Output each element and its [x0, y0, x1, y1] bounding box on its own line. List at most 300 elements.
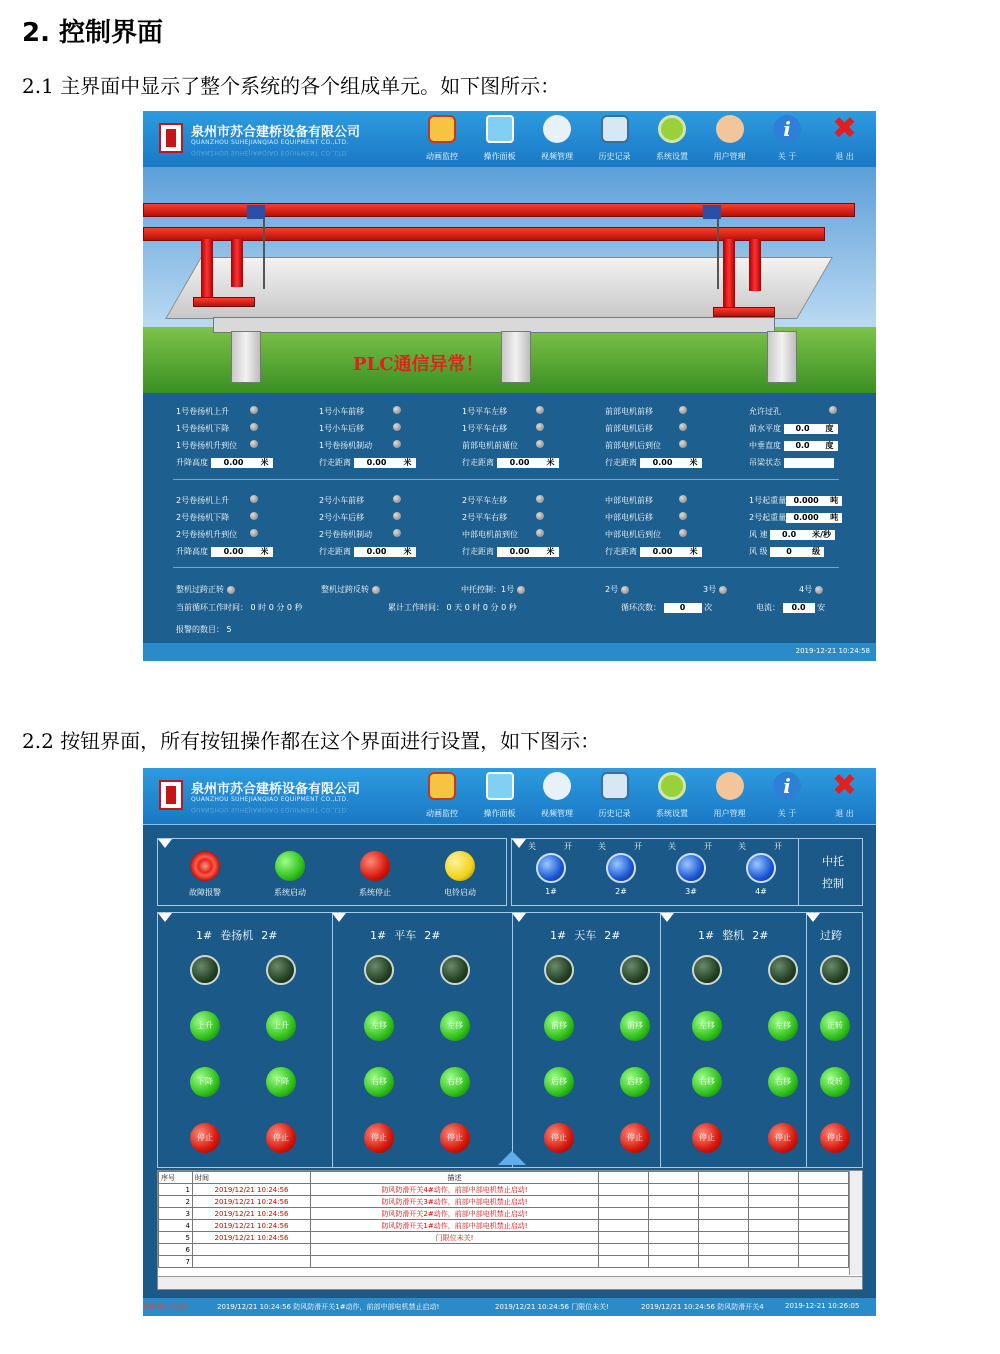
ticker-item: 2019/12/21 10:24:56 防风防滑开关1#动作，前部中部电机禁止启动! [217, 1303, 440, 1311]
log-empty-cell [749, 1232, 799, 1244]
gear-icon [658, 772, 686, 800]
control-button[interactable] [620, 1067, 650, 1097]
menu-item-gear[interactable] [647, 115, 697, 165]
control-button[interactable] [544, 1123, 574, 1153]
status-led [393, 512, 401, 520]
travel-unit: 米 [543, 547, 559, 557]
status-panel [143, 393, 876, 643]
log-empty-cell [799, 1208, 849, 1220]
weight1-label: 1号起重量 [749, 496, 787, 505]
status-led [536, 529, 544, 537]
travel-value: 0.00 [354, 547, 400, 557]
status-led [393, 529, 401, 537]
menu-item-home[interactable] [417, 115, 467, 165]
log-empty-cell [599, 1256, 649, 1268]
company-logo [159, 123, 183, 153]
log-empty-cell [649, 1220, 699, 1232]
unit-1-label: 1# [196, 929, 213, 942]
control-button-label: 左移 [699, 1021, 715, 1030]
travel-unit: 米 [543, 458, 559, 468]
group-title: 整机 [722, 929, 745, 942]
level-unit: 度 [822, 424, 838, 434]
log-header-empty [749, 1172, 799, 1184]
control-button-label: 右移 [775, 1077, 791, 1086]
log-desc [311, 1256, 599, 1268]
status-label: 前部电机后移 [605, 424, 653, 433]
menu-item-label: 历史记录 [598, 809, 631, 818]
g1-col3 [462, 406, 559, 474]
mid-tow-1-switch[interactable] [536, 853, 566, 883]
control-button[interactable] [440, 1123, 470, 1153]
log-empty-cell [749, 1256, 799, 1268]
table-row[interactable] [159, 1208, 849, 1220]
log-empty-cell [599, 1208, 649, 1220]
log-no: 1 [159, 1184, 193, 1196]
mid-tow-panel [511, 838, 863, 906]
log-desc [311, 1244, 599, 1256]
menu-item-exit[interactable] [820, 111, 870, 165]
history-icon [601, 115, 629, 143]
status-led [829, 406, 837, 414]
status-label: 1号卷扬机升到位 [176, 441, 238, 450]
control-button[interactable] [692, 1123, 722, 1153]
control-button[interactable] [768, 1067, 798, 1097]
mid-tow-1-label: 1# [545, 887, 557, 896]
alarm-log-table [157, 1170, 863, 1290]
log-empty-cell [799, 1220, 849, 1232]
log-table [158, 1171, 849, 1268]
travel-label: 行走距离 [319, 458, 351, 467]
mid-tow-2-switch[interactable] [606, 853, 636, 883]
status-indicator [820, 955, 850, 985]
control-button[interactable] [364, 1067, 394, 1097]
control-button-label: 后移 [627, 1077, 643, 1086]
control-button[interactable] [692, 1067, 722, 1097]
collapse-arrow-icon[interactable] [498, 1151, 526, 1165]
wind-grade-label: 风 级 [749, 547, 768, 556]
company-name-en: QUANZHOU SUHEJIANQIAO EQUIPMENT CO.,LTD. [191, 139, 349, 146]
menu-item-info[interactable] [762, 115, 812, 165]
control-button-label: 停止 [627, 1133, 643, 1142]
control-button-label: 左移 [775, 1021, 791, 1030]
wind-speed-label: 风 速 [749, 530, 768, 539]
alarm-ticker [143, 1298, 876, 1316]
pass-reverse [321, 584, 380, 595]
control-button[interactable] [440, 1067, 470, 1097]
ticker-item: 2019/12/21 10:24:56 门限位未关! [495, 1303, 610, 1311]
bridge-pier-middle [501, 331, 531, 383]
status-label: 2号卷扬机制动 [319, 530, 373, 539]
status-led [393, 440, 401, 448]
control-button[interactable] [620, 1011, 650, 1041]
menu-item-home[interactable] [417, 772, 467, 822]
log-empty-cell [749, 1244, 799, 1256]
alarm-count: 报警的数目： 5 [176, 625, 232, 634]
ticker-item: 2019/12/21 10:24:56 防风防滑开关4 [641, 1303, 764, 1311]
status-label: 中部电机后移 [605, 513, 653, 522]
weight2-value: 0.000 [786, 513, 826, 523]
log-empty-cell [599, 1196, 649, 1208]
control-button-label: 右移 [699, 1077, 715, 1086]
switch-off-label: 关 [528, 842, 536, 851]
control-button-label: 上升 [273, 1021, 289, 1030]
ticker-item: 2019-12-21 10:26:05 [785, 1302, 860, 1310]
log-empty-cell [699, 1220, 749, 1232]
travel-value: 0.00 [497, 458, 543, 468]
log-empty-cell [799, 1256, 849, 1268]
control-button-label: 上升 [197, 1021, 213, 1030]
menu-item-user[interactable] [705, 772, 755, 822]
control-button-label: 下降 [197, 1077, 213, 1086]
group-title: 过跨 [820, 929, 842, 942]
crane-foot-right [713, 307, 775, 317]
log-empty-cell [649, 1244, 699, 1256]
bridge-animation [143, 167, 876, 393]
lift-height-value: 0.00 [211, 458, 257, 468]
g1-col2 [319, 406, 416, 474]
log-empty-cell [599, 1220, 649, 1232]
panel-corner [806, 913, 820, 922]
menu-item-info[interactable] [762, 772, 812, 822]
table-row[interactable] [159, 1220, 849, 1232]
log-header-row [159, 1172, 849, 1184]
log-desc: 防风防滑开关3#动作，前部中部电机禁止启动! [311, 1196, 599, 1208]
mid-tow-3-switch[interactable] [676, 853, 706, 883]
divider [173, 567, 839, 568]
log-vertical-scrollbar[interactable] [849, 1171, 862, 1275]
status-label: 2号卷扬机升到位 [176, 530, 238, 539]
menu-item-label: 系统设置 [656, 809, 688, 818]
status-indicator [620, 955, 650, 985]
top-bar [143, 111, 876, 168]
company-name: 泉州市苏合建桥设备有限公司 [191, 782, 361, 797]
status-led [679, 406, 687, 414]
log-time: 2019/12/21 10:24:56 [193, 1232, 311, 1244]
menu-item-label: 退 出 [835, 809, 854, 818]
fault-alarm-label: 故障报警 [189, 888, 221, 897]
g1-col1 [176, 406, 273, 474]
control-button[interactable] [544, 1011, 574, 1041]
travel-unit: 米 [400, 547, 416, 557]
g2-col2 [319, 495, 416, 563]
exit-icon: ✖ [831, 768, 858, 803]
travel-unit: 米 [686, 458, 702, 468]
log-empty-cell [749, 1208, 799, 1220]
travel-value: 0.00 [640, 458, 686, 468]
status-label: 2号卷扬机上升 [176, 496, 230, 505]
status-label: 1号小车前移 [319, 407, 365, 416]
hoist-status-label: 吊梁状态 [749, 458, 781, 467]
control-button[interactable] [266, 1011, 296, 1041]
menu-item-video[interactable] [532, 115, 582, 165]
menu-item-label: 用户管理 [713, 152, 746, 161]
log-empty-cell [649, 1196, 699, 1208]
log-horizontal-scrollbar[interactable] [158, 1276, 862, 1289]
unit-2-label: 2# [261, 929, 278, 942]
log-time: 2019/12/21 10:24:56 [193, 1220, 311, 1232]
g1-col5 [749, 406, 838, 474]
status-led [536, 512, 544, 520]
control-button-label: 前移 [627, 1021, 643, 1030]
menu-item-label: 关 于 [777, 152, 797, 161]
status-led [679, 495, 687, 503]
log-empty-cell [699, 1232, 749, 1244]
control-button[interactable] [266, 1067, 296, 1097]
travel-label: 行走距离 [319, 547, 351, 556]
paragraph-main-interface: 2.1 主界面中显示了整个系统的各个组成单元。如下图所示： [22, 74, 561, 98]
log-empty-cell [799, 1184, 849, 1196]
status-label: 1号卷扬机下降 [176, 424, 230, 433]
table-row[interactable] [159, 1232, 849, 1244]
log-no: 2 [159, 1196, 193, 1208]
cycle-count-label: 循环次数： [621, 603, 661, 612]
table-row[interactable] [159, 1256, 849, 1268]
current-label: 电流： [756, 603, 780, 612]
unit-2-label: 2# [752, 929, 769, 942]
system-panel [157, 838, 507, 906]
company-logo [159, 780, 183, 810]
g2-col5 [749, 495, 842, 563]
mid-control-2 [605, 584, 629, 595]
control-button[interactable] [440, 1011, 470, 1041]
control-button[interactable] [820, 1067, 850, 1097]
log-empty-cell [749, 1196, 799, 1208]
switch-off-label: 关 [668, 842, 676, 851]
company-name-en-reflection: QUANZHOU SUHEJIANQIAO EQUIPMENT CO.,LTD. [191, 149, 349, 156]
status-indicator [190, 955, 220, 985]
mid-2-label: 2号 [605, 585, 619, 594]
log-header-empty [799, 1172, 849, 1184]
log-no: 3 [159, 1208, 193, 1220]
crane-foot-left [193, 297, 255, 307]
control-button-label: 右移 [371, 1077, 387, 1086]
log-empty-cell [649, 1256, 699, 1268]
control-button[interactable] [820, 1123, 850, 1153]
menu-item-label: 用户管理 [713, 809, 746, 818]
status-label: 2号平车左移 [462, 496, 508, 505]
gear-icon [658, 115, 686, 143]
weight1-value: 0.000 [786, 496, 826, 506]
status-led [536, 495, 544, 503]
log-empty-cell [699, 1208, 749, 1220]
mid-tow-2-label: 2# [615, 887, 627, 896]
log-desc: 防风防滑开关4#动作，前部中部电机禁止启动! [311, 1184, 599, 1196]
menu-item-exit[interactable] [820, 768, 870, 822]
status-led [250, 440, 258, 448]
travel-value: 0.00 [354, 458, 400, 468]
control-button-label: 后移 [551, 1077, 567, 1086]
control-button[interactable] [364, 1123, 394, 1153]
section-heading: 2. 控制界面 [22, 18, 164, 48]
fault-alarm-button[interactable] [190, 851, 220, 881]
control-button-label: 反转 [827, 1077, 843, 1086]
status-led [250, 529, 258, 537]
panel-corner [512, 913, 526, 922]
panel-corner [512, 839, 526, 848]
g2-col1 [176, 495, 273, 563]
log-empty-cell [749, 1184, 799, 1196]
log-empty-cell [599, 1232, 649, 1244]
log-time: 2019/12/21 10:24:56 [193, 1208, 311, 1220]
menu-item-video[interactable] [532, 772, 582, 822]
cycle-count [621, 602, 712, 613]
log-empty-cell [799, 1232, 849, 1244]
level-value: 0.0 [784, 424, 822, 434]
menu-item-label: 操作面板 [483, 152, 516, 161]
control-button[interactable] [364, 1011, 394, 1041]
main-interface-screenshot [143, 111, 876, 661]
control-button[interactable] [768, 1011, 798, 1041]
control-button-label: 前移 [551, 1021, 567, 1030]
control-button[interactable] [620, 1123, 650, 1153]
switch-off-label: 关 [598, 842, 606, 851]
unit-1-label: 1# [370, 929, 387, 942]
top-bar [143, 768, 876, 825]
wind-speed-value: 0.0 [770, 530, 808, 540]
weight2-label: 2号起重量 [749, 513, 787, 522]
log-header-desc: 描述 [311, 1172, 599, 1184]
status-label: 2号卷扬机下降 [176, 513, 230, 522]
status-led [679, 423, 687, 431]
control-groups [157, 912, 863, 1168]
divider [660, 913, 661, 1167]
travel-label: 行走距离 [462, 458, 494, 467]
datetime: 2019-12-21 10:24:58 [795, 647, 870, 655]
menu-item-label: 退 出 [835, 152, 854, 161]
allow-pass-label: 允许过孔 [749, 407, 781, 416]
divider [798, 839, 799, 905]
info-icon: i [773, 772, 801, 800]
status-label: 1号卷扬机制动 [319, 441, 373, 450]
travel-label: 行走距离 [605, 458, 637, 467]
g1-col4 [605, 406, 702, 474]
panel-corner [158, 839, 172, 848]
home-icon [428, 772, 456, 800]
menu-item-history[interactable] [590, 115, 640, 165]
system-start-label: 系统启动 [274, 888, 306, 897]
log-empty-cell [699, 1244, 749, 1256]
group-title: 平车 [394, 929, 417, 942]
group-title: 卷扬机 [220, 929, 254, 942]
mid-tow-4-switch[interactable] [746, 853, 776, 883]
control-button-label: 右移 [447, 1077, 463, 1086]
status-label: 中部电机后到位 [605, 530, 661, 539]
status-label: 前部电机前移 [605, 407, 653, 416]
log-desc: 防风防滑开关1#动作，前部中部电机禁止启动! [311, 1220, 599, 1232]
mid-tow-title-line1: 中托 [822, 855, 844, 868]
table-row[interactable] [159, 1184, 849, 1196]
panel-corner [660, 913, 674, 922]
status-indicator [364, 955, 394, 985]
status-led [393, 495, 401, 503]
menu-item-monitor[interactable] [475, 115, 525, 165]
current-value: 0.0 [783, 603, 815, 613]
current [756, 602, 825, 613]
control-button[interactable] [190, 1067, 220, 1097]
lift-height-label: 升降高度 [176, 458, 208, 467]
control-button[interactable] [266, 1123, 296, 1153]
control-button-label: 停止 [273, 1133, 289, 1142]
control-button[interactable] [190, 1011, 220, 1041]
company-name: 泉州市苏合建桥设备有限公司 [191, 125, 361, 140]
hoist-cable-left [263, 219, 265, 289]
mid-tow-title-line2: 控制 [822, 877, 844, 890]
wind-grade-value: 0 [770, 547, 808, 557]
status-led [536, 406, 544, 414]
pass-reverse-label: 整机过跨反转 [321, 585, 369, 594]
history-icon [601, 772, 629, 800]
table-row[interactable] [159, 1196, 849, 1208]
log-header-empty [699, 1172, 749, 1184]
travel-label: 行走距离 [462, 547, 494, 556]
vertical-label: 中垂直度 [749, 441, 781, 450]
control-button-label: 正转 [827, 1021, 843, 1030]
switch-on-label: 开 [564, 842, 572, 851]
log-header-empty [599, 1172, 649, 1184]
status-indicator [692, 955, 722, 985]
menu-item-user[interactable] [705, 115, 755, 165]
ticker-item: 电机禁止启动! [143, 1303, 188, 1311]
log-time: 2019/12/21 10:24:56 [193, 1184, 311, 1196]
control-button[interactable] [544, 1067, 574, 1097]
mid-control-4 [799, 584, 823, 595]
status-led [250, 406, 258, 414]
switch-off-label: 关 [738, 842, 746, 851]
log-empty-cell [699, 1256, 749, 1268]
user-icon [716, 772, 744, 800]
switch-on-label: 开 [704, 842, 712, 851]
status-led [393, 423, 401, 431]
control-button[interactable] [692, 1011, 722, 1041]
mid-tow-4-label: 4# [755, 887, 767, 896]
control-button[interactable] [768, 1123, 798, 1153]
log-empty-cell [649, 1208, 699, 1220]
table-row[interactable] [159, 1244, 849, 1256]
menu-item-label: 关 于 [777, 809, 797, 818]
unit-1-label: 1# [550, 929, 567, 942]
group-header-2 [550, 927, 620, 943]
crane-leg-left-2 [231, 239, 243, 287]
status-bar [143, 643, 876, 661]
menu-item-label: 视频管理 [541, 809, 573, 818]
bell-start-label: 电铃启动 [444, 888, 476, 897]
current-unit: 安 [817, 603, 826, 612]
menu-item-label: 动画监控 [426, 152, 458, 161]
bell-start-button[interactable] [445, 851, 475, 881]
menu-item-gear[interactable] [647, 772, 697, 822]
log-time [193, 1244, 311, 1256]
control-button[interactable] [820, 1011, 850, 1041]
control-button-label: 下降 [273, 1077, 289, 1086]
hoist-status-value [784, 458, 834, 468]
lift-height-label: 升降高度 [176, 547, 208, 556]
mid-control-3 [703, 584, 727, 595]
log-time [193, 1256, 311, 1268]
control-button[interactable] [190, 1123, 220, 1153]
system-stop-button[interactable] [360, 851, 390, 881]
divider [806, 913, 807, 1167]
menu-item-monitor[interactable] [475, 772, 525, 822]
log-desc: 门限位未关! [311, 1232, 599, 1244]
switch-on-label: 开 [774, 842, 782, 851]
system-start-button[interactable] [275, 851, 305, 881]
menu-item-label: 视频管理 [541, 152, 573, 161]
menu-item-label: 动画监控 [426, 809, 458, 818]
menu-item-history[interactable] [590, 772, 640, 822]
user-icon [716, 115, 744, 143]
travel-value: 0.00 [497, 547, 543, 557]
switch-on-label: 开 [634, 842, 642, 851]
